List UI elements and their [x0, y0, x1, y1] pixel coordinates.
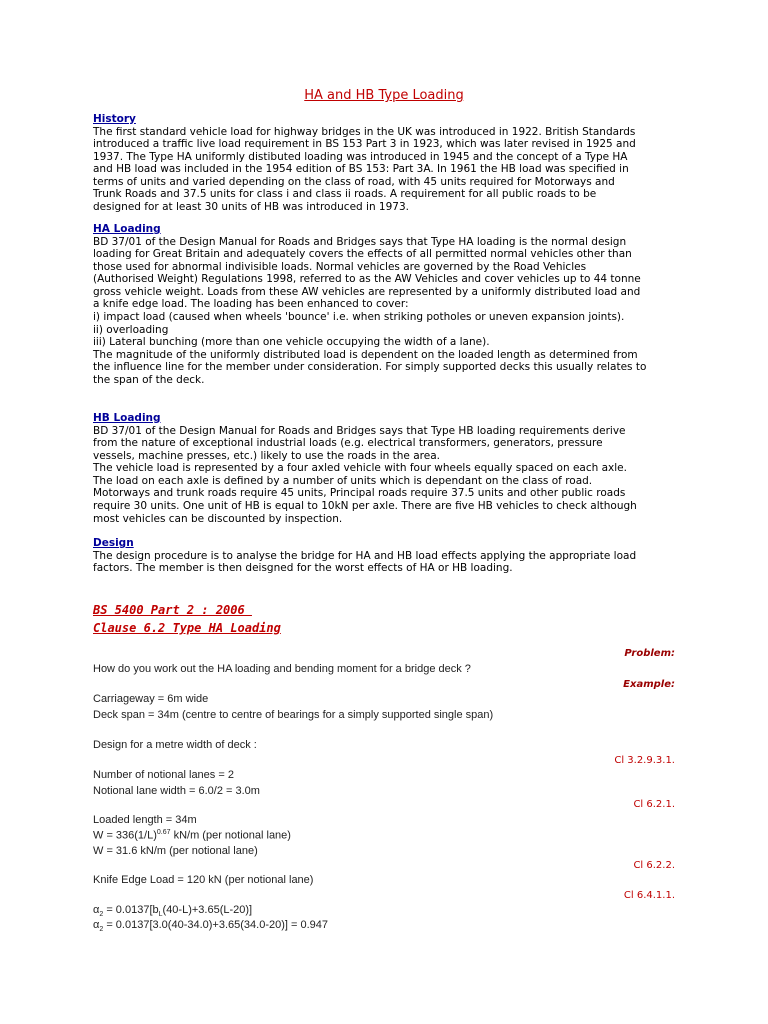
- w-value-text: W = 31.6 kN/m (per notional lane): [93, 845, 258, 857]
- design-width-text: Design for a metre width of deck :: [93, 739, 257, 751]
- notional-lanes-text: Number of notional lanes = 2: [93, 769, 234, 781]
- page-title: HA and HB Type Loading: [304, 88, 464, 103]
- text-line: iii) Lateral bunching (more than one vehicle occupying the width of a lane).: [93, 336, 490, 349]
- text-line: most vehicles can be discounted by inspection.: [93, 512, 343, 525]
- text-line: The first standard vehicle load for highway bridges in the UK was introduced in 1922. British Standards: [93, 125, 636, 138]
- text-line: loading for Great Britain and adequately covers the effects of all permitted normal vehicles other than: [93, 248, 632, 261]
- design-heading-link[interactable]: Design: [93, 537, 134, 549]
- formula-exponent: 0.67: [156, 829, 171, 836]
- carriageway-text: Carriageway = 6m wide: [93, 693, 209, 705]
- ha-loading-heading-link[interactable]: HA Loading: [93, 223, 161, 235]
- design-text: [93, 550, 683, 575]
- text-line: i) impact load (caused when wheels 'bounce' i.e. when striking potholes or uneven expansion joints).: [93, 311, 625, 324]
- alpha-formula-text: [93, 904, 252, 918]
- loaded-length-text: Loaded length = 34m: [93, 814, 197, 826]
- text-line: (Authorised Weight) Regulations 1998, referred to as the AW Vehicles and cover vehicles up to 44 tonne: [93, 273, 641, 286]
- text-line: designed for at least 30 units of HB was introduced in 1973.: [93, 201, 409, 214]
- clause-reference: Cl 3.2.9.3.1.: [614, 755, 675, 766]
- ha-loading-section: [93, 223, 683, 387]
- hb-loading-section: [93, 412, 683, 525]
- text-line: BD 37/01 of the Design Manual for Roads and Bridges says that Type HA loading is the normal design: [93, 235, 627, 248]
- lane-width-text: Notional lane width = 6.0/2 = 3.0m: [93, 785, 260, 797]
- problem-label: Problem:: [624, 648, 675, 659]
- text-line: a knife edge load. The loading has been enhanced to cover:: [93, 298, 409, 311]
- text-line: 1937. The Type HA uniformly distibuted loading was introduced in 1945 and the concept of a Type HA: [93, 150, 628, 163]
- text-line: introduced a traffic live load requirement in BS 153 Part 3 in 1923, which was later revised in 1925 and: [93, 138, 636, 151]
- formula-subscript: 2: [99, 911, 104, 919]
- text-line: factors. The member is then deisgned for the worst effects of HA or HB loading.: [93, 562, 513, 575]
- design-section: [93, 537, 683, 575]
- history-text: [93, 126, 683, 214]
- text-line: vessels, machine presses, etc.) likely to use the roads in the area.: [93, 449, 440, 462]
- text-line: Motorways and trunk roads require 45 units, Principal roads require 37.5 units and other public roads: [93, 487, 626, 500]
- formula-part: α: [93, 904, 100, 916]
- text-line: The design procedure is to analyse the bridge for HA and HB load effects applying the appropriate load: [93, 549, 637, 562]
- example-label: Example:: [623, 679, 675, 690]
- text-line: the influence line for the member under consideration. For simply supported decks this usually relates to: [93, 361, 647, 374]
- formula-subscript: 2: [99, 926, 104, 934]
- formula-part: = 0.0137[b: [103, 904, 159, 916]
- clause-reference: Cl 6.4.1.1.: [623, 890, 675, 901]
- text-line: and HB load was included in the 1954 edition of BS 153: Part 3A. In 1961 the HB load was specified in: [93, 163, 629, 176]
- text-line: ii) overloading: [93, 323, 169, 336]
- clause-reference: Cl 6.2.1.: [633, 799, 675, 810]
- hb-loading-heading-link[interactable]: HB Loading: [93, 412, 161, 424]
- text-line: from the nature of exceptional industrial loads (e.g. electrical transformers, generators, pressure: [93, 437, 603, 450]
- clause-reference: Cl 6.2.2.: [633, 860, 675, 871]
- w-formula-text: [93, 829, 291, 842]
- text-line: gross vehicle weight. Loads from these AW vehicles are represented by a uniformly distributed load and: [93, 285, 641, 298]
- text-line: terms of units and varied depending on the class of road, with 45 units required for Motorways and: [93, 175, 615, 188]
- history-section: [93, 113, 683, 214]
- history-heading-link[interactable]: History: [93, 113, 136, 125]
- formula-part: (40-L)+3.65(L-20)]: [162, 904, 253, 916]
- problem-text: How do you work out the HA loading and bending moment for a bridge deck ?: [93, 663, 471, 675]
- formula-part: α: [93, 919, 100, 931]
- text-line: BD 37/01 of the Design Manual for Roads and Bridges says that Type HB loading requirements derive: [93, 424, 626, 437]
- formula-part: kN/m (per notional lane): [170, 829, 291, 842]
- formula-part: W = 336(1/L): [93, 829, 157, 842]
- text-line: The load on each axle is defined by a number of units which is dependant on the class of road.: [93, 474, 593, 487]
- bs-standard-heading: BS 5400 Part 2 : 2006: [93, 603, 252, 617]
- alpha-value-text: [93, 919, 328, 933]
- text-line: the span of the deck.: [93, 374, 205, 387]
- formula-part: = 0.0137[3.0(40-34.0)+3.65(34.0-20)] = 0.947: [103, 919, 329, 931]
- hb-loading-text: [93, 425, 683, 526]
- knife-edge-load-text: Knife Edge Load = 120 kN (per notional lane): [93, 874, 314, 886]
- text-line: those used for abnormal indivisible loads. Normal vehicles are governed by the Road Vehicles: [93, 260, 587, 273]
- text-line: Trunk Roads and 37.5 units for class i and class ii roads. A requirement for all public roads to be: [93, 188, 597, 201]
- text-line: The vehicle load is represented by a four axled vehicle with four wheels equally spaced on each axle.: [93, 462, 627, 475]
- text-line: require 30 units. One unit of HB is equal to 10kN per axle. There are five HB vehicles to check although: [93, 500, 637, 513]
- ha-loading-text: [93, 236, 683, 387]
- clause-heading: Clause 6.2 Type HA Loading: [93, 621, 281, 635]
- formula-subscript: L: [158, 911, 163, 919]
- text-line: The magnitude of the uniformly distributed load is dependent on the loaded length as determined from: [93, 348, 638, 361]
- deck-span-text: Deck span = 34m (centre to centre of bearings for a simply supported single span): [93, 709, 494, 721]
